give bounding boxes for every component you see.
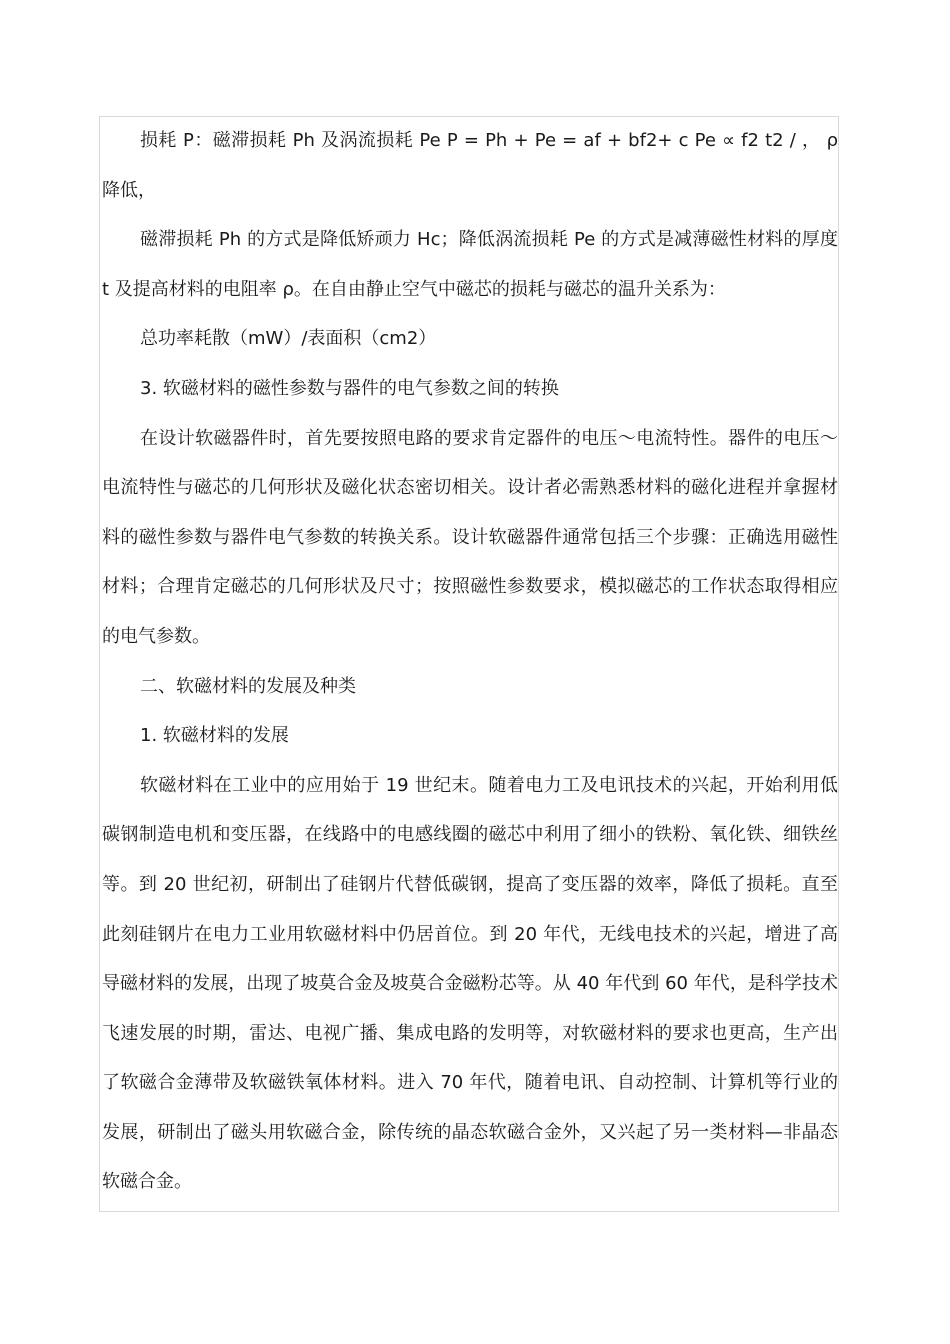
paragraph-design-steps: 在设计软磁器件时，首先要按照电路的要求肯定器件的电压～电流特性。器件的电压～电流特性与磁芯的几何形状及磁化状态密切相关。设计者必需熟悉材料的磁化进程并拿握材料的磁性参数与器件电气参数的转换关系。设计软磁器件通常包括三个步骤：正确选用磁性材料；合理肯定磁芯的几何形状及尺寸；按照磁性参数要求，模拟磁芯的工作状态取得相应的电气参数。 xyxy=(102,427,838,647)
section-heading-conversion: 3. 软磁材料的磁性参数与器件的电气参数之间的转换 xyxy=(140,377,559,399)
paragraph-loss-formula: 损耗 P：磁滞损耗 Ph 及涡流损耗 Pe P = Ph + Pe = af + bf2+ c Pe ∝ f2 t2 / ， ρ 降低， xyxy=(102,130,838,201)
paragraph-loss-reduction: 磁滞损耗 Ph 的方式是降低矫顽力 Hc；降低涡流损耗 Pe 的方式是减薄磁性材料的厚度 t 及提高材料的电阻率 ρ。在自由静止空气中磁芯的损耗与磁芯的温升关系为： xyxy=(102,229,838,300)
paragraph-history: 软磁材料在工业中的应用始于 19 世纪末。随着电力工及电讯技术的兴起，开始利用低碳钢制造电机和变压器，在线路中的电感线圈的磁芯中利用了细小的铁粉、氧化铁、细铁丝等。到 20 世纪初，研制出了硅钢片代替低碳钢，提高了变压器的效率，降低了损耗。直至此刻硅钢片在电力工业用软磁材料中仍居首位。到 20 年代，无线电技术的兴起，增进了高导磁材料的发展，出现了坡莫合金及坡莫合金磁粉芯等。从 40 年代到 60 年代，是科学技术飞速发展的时期，雷达、电视广播、集成电路的发明等，对软磁材料的要求也更高，生产出了软磁合金薄带及软磁铁氧体材料。进入 70 年代，随着电讯、自动控制、计算机等行业的发展，研制出了磁头用软磁合金，除传统的晶态软磁合金外，又兴起了另一类材料—非晶态软磁合金。 xyxy=(102,774,838,1193)
subsection-heading-development: 1. 软磁材料的发展 xyxy=(140,725,289,747)
section-heading-development: 二、软磁材料的发展及种类 xyxy=(140,675,356,697)
paragraph-power-dissipation: 总功率耗散（mW）/表面积（cm2） xyxy=(140,328,437,350)
document-body xyxy=(102,116,838,1207)
